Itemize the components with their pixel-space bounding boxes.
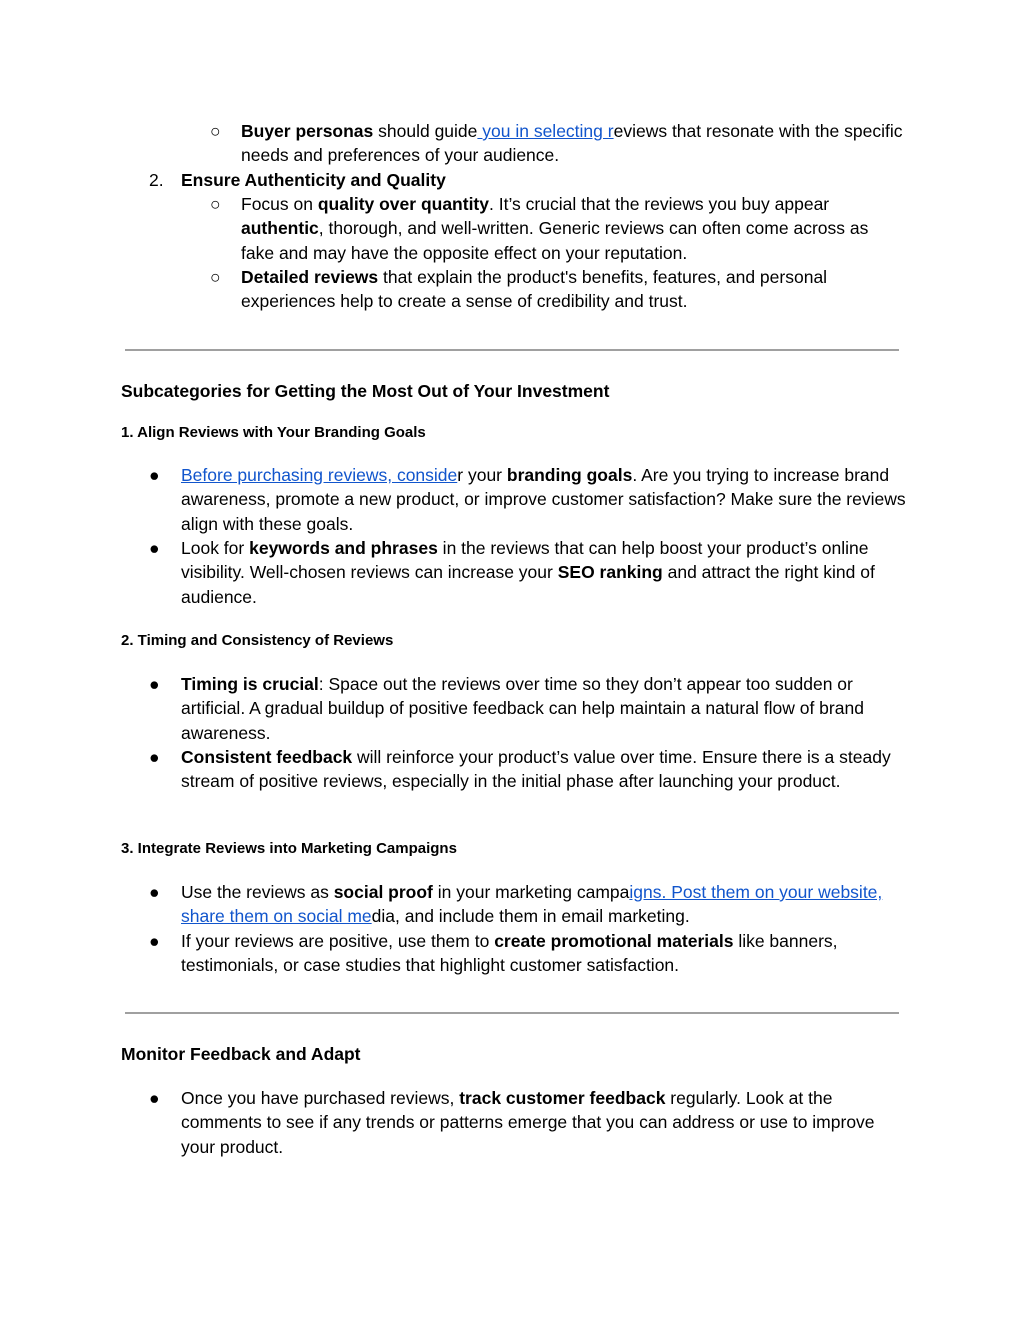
dot-bullet: ● xyxy=(149,465,160,485)
open-circle-bullet: ○ xyxy=(210,121,221,141)
text-run: and attract the right kind of audience. xyxy=(181,562,875,607)
text-run: regularly. Look at the comments to see if any trends or patterns emerge that you can address or use to improve your product. xyxy=(181,1088,875,1157)
inline-link[interactable]: igns. Post them on your website, share them on social me xyxy=(181,882,883,927)
numbered-item-title: Ensure Authenticity and Quality xyxy=(181,170,446,190)
section-heading: Monitor Feedback and Adapt xyxy=(121,1044,361,1064)
list-item-buyer-personas xyxy=(241,119,906,168)
bold-text: Consistent feedback xyxy=(181,747,353,767)
text-run: in your marketing campa xyxy=(432,882,630,902)
subsection-heading: 3. Integrate Reviews into Marketing Campaigns xyxy=(121,840,457,857)
bold-text: Timing is crucial xyxy=(181,674,319,694)
horizontal-rule xyxy=(125,1012,899,1014)
text-run: r your xyxy=(457,465,507,485)
dot-bullet: ● xyxy=(149,674,160,694)
subsection-heading: 2. Timing and Consistency of Reviews xyxy=(121,632,394,649)
text-run: should guide xyxy=(373,121,478,141)
dot-bullet: ● xyxy=(149,538,160,558)
list-item-consistent-feedback xyxy=(181,745,906,794)
subsection-heading: 1. Align Reviews with Your Branding Goals xyxy=(121,424,426,441)
bold-text: branding goals xyxy=(506,465,633,485)
text-run: If your reviews are positive, use them to xyxy=(181,931,495,951)
text-run: will reinforce your product’s value over time. Ensure there is a steady stream of positive reviews, especially in the initial phase after launching your product. xyxy=(181,747,891,792)
text-run: in the reviews that can help boost your product’s online visibility. Well-chosen reviews can increase your xyxy=(181,538,869,583)
inline-link[interactable]: Before purchasing reviews, conside xyxy=(181,465,458,485)
list-number: 2. xyxy=(149,170,164,190)
list-item-timing xyxy=(181,672,906,745)
text-run: dia, and include them in email marketing. xyxy=(371,906,690,927)
text-run: . It’s crucial that the reviews you buy appear xyxy=(489,194,830,214)
dot-bullet: ● xyxy=(149,931,160,951)
bold-text: create promotional materials xyxy=(494,931,734,951)
list-item-social-proof xyxy=(181,880,906,929)
bold-text: Detailed reviews xyxy=(241,267,379,287)
text-run: Focus on xyxy=(241,194,318,214)
text-run: Use the reviews as xyxy=(181,882,334,902)
list-item-detailed-reviews xyxy=(241,265,906,314)
bold-text: social proof xyxy=(333,882,433,902)
list-item-track-feedback xyxy=(181,1086,906,1159)
list-item-promotional-materials xyxy=(181,929,906,978)
horizontal-rule xyxy=(125,349,899,351)
dot-bullet: ● xyxy=(149,882,160,902)
list-item-branding-goals xyxy=(181,463,906,536)
inline-link[interactable]: you in selecting r xyxy=(477,121,614,141)
bold-text: SEO ranking xyxy=(557,562,663,583)
text-run: that explain the product's benefits, features, and personal experiences help to create a sense of credibility and trust. xyxy=(241,267,828,312)
open-circle-bullet: ○ xyxy=(210,267,221,287)
bold-text: Buyer personas xyxy=(241,121,374,141)
dot-bullet: ● xyxy=(149,1088,160,1108)
bold-text: track customer feedback xyxy=(459,1088,666,1108)
dot-bullet: ● xyxy=(149,747,160,767)
list-item-keywords xyxy=(181,536,906,609)
bold-text: quality over quantity xyxy=(317,194,489,214)
list-item-quality xyxy=(241,192,906,265)
bold-text: authentic xyxy=(241,218,319,239)
text-run: eviews that resonate with the specific needs and preferences of your audience. xyxy=(241,121,903,166)
text-run: like banners, testimonials, or case studies that highlight customer satisfaction. xyxy=(181,931,838,976)
text-run: , thorough, and well-written. Generic reviews can often come across as fake and may have the opposite effect on your reputation. xyxy=(241,218,869,263)
text-run: : Space out the reviews over time so they don’t appear too sudden or artificial. A gradual buildup of positive feedback can help maintain a natural flow of brand awareness. xyxy=(181,674,864,743)
text-run: Once you have purchased reviews, xyxy=(181,1088,460,1108)
bold-text: keywords and phrases xyxy=(249,538,438,558)
open-circle-bullet: ○ xyxy=(210,194,221,214)
section-heading: Subcategories for Getting the Most Out of Your Investment xyxy=(121,381,610,401)
text-run: . Are you trying to increase brand awareness, promote a new product, or improve customer satisfaction? Make sure the reviews align with these goals. xyxy=(181,465,906,534)
text-run: Look for xyxy=(181,538,250,558)
